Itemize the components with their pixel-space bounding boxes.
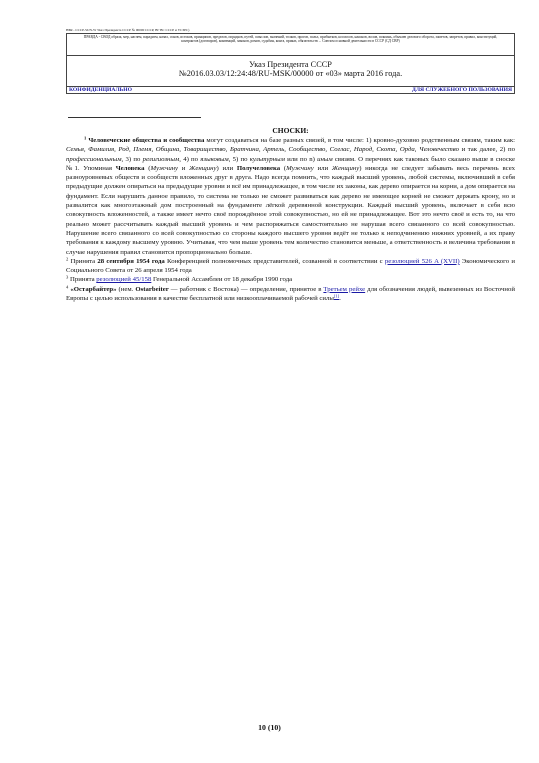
- decree-header-box: [66, 56, 515, 87]
- footnote-3: $^3$ Принята резолюцией 45/158 Генеральной Ассамблеи от 18 декабря 1990 года: [66, 274, 293, 284]
- pravda-definition-box: ПРАВДА - СВОД образа, мер, насчем, парадигм, начал, основ, истоков, принципов, пределов, порядков, путей, смыслов, значений, толков, прогов, польз, прибытков, космосов, наяснов, волов, покоинь, обычаев делового оборота, заметов, запретов, правил, конституций, контрактов (договоров), конвенций, законов, ромов, судьбин, конта, приказ, обязательств ... Союзом основной деятельности в СССР (СД СВР): [66, 33, 515, 56]
- footnote-2: $^2$ Принята 28 сентября 1954 года Конференцией полномочных представителей, созванной в соответствии с резолюцией 526 A (XVII) Экономического и Социального Совета от 26 апреля 1954 года: [66, 256, 515, 275]
- decree-number: №2016.03.03/12:24:48/RU-MSK/00000 от «03» марта 2016 года.: [178, 69, 403, 78]
- document-id-line: НБЯ - СССР-SUN-W Указ Президента СССР № 00000 СССР, ВГ ВС СССР и УСЗРС): [66, 28, 190, 32]
- footnote-4: $^4$ «Остарбайтер» (нем. Ostarbeiter — работник с Востока) — определение, принятое в Третьем рейхе для обозначения людей, вывезенных из Восточной Европы с целью использования в качестве бесплатной или низкооплачиваемой рабочей силы[1].: [66, 284, 515, 303]
- classification-bar: [66, 87, 515, 94]
- official-use-label: ДЛЯ СЛУЖЕБНОГО ПОЛЬЗОВАНИЯ: [412, 87, 512, 93]
- footnote-number: 1: [84, 135, 87, 141]
- footnotes-body: [66, 136, 515, 303]
- footnote-separator: [68, 117, 201, 118]
- footnote-number: 3: [66, 274, 69, 280]
- footnote-number: 4: [66, 284, 69, 290]
- page-number: 10 (10): [258, 723, 281, 732]
- third-reich-link[interactable]: Третьем рейхе: [323, 285, 366, 293]
- footnotes-heading: СНОСКИ:: [272, 126, 309, 135]
- footnote-number: 2: [66, 256, 69, 262]
- decree-title: Указ Президента СССР: [249, 60, 332, 69]
- footnote-term: Человеческие общества и сообщества: [88, 137, 205, 144]
- resolution-45-158-link[interactable]: резолюцией 45/158: [96, 276, 152, 284]
- footnote-1: $^1$ Человеческие общества и сообщества могут создаваться на базе разных связей, в том числе: 1) кровно-духовно родственным связям, таким как: Семья, Фамилия, Род, Племя, Община, Товарищество, Братчина, Артель, Сообщество, Соглас, Народ, Скота, Орда, Человечество и так далее, 2) по профессиональным, 3) по религиозным, 4) по языковым, 5) по культурным или по n) иным связям. О перечнях как таковых было сказано выше в сноске №1. Упоминая Человека (Мужчину и Женщину) или Получеловека (Мужчину или Женщину) никогда не следует забывать весь перечень всех разноуровневых обществ и сообществ вложенных друг в друга. Надо всегда помнить, что каждый высший уровень, любой системы, включивший в себя предыдущие должен опираться на предыдущие уровни и всё им принадлежащее, в том числе их законы, как дерево опирается на корни, а дом опирается на фундамент. Если нарушить данное правило, то система не только не сможет развиваться как дерево не имеющее корней не сможет держать крону, но и развалится как многоэтажный дом построенный на фундаменте лёгкой деревянной конструкции. Каждый высший уровень, включает в себя всю совокупность вложенностей, а также имеет нечто своё порождённое этой совокупностью, но ей не принадлежащее. Вот это нечто своё и есть то, на что реально может рассчитывать каждый высший уровень и чем распоряжаться самостоятельно не нарушая всего связанного со всей совокупностью. Нарушение всего связанного со всей совокупностью со стороны каждого высшего уровня ведёт не только к неподчинению нижних уровней, а их праву требования к каждому высшему уровню. Учитывая, что чем выше уровень тем количество становится меньше, а ответственность и величина требования в случае нарушения правил становится пропорционально больше.: [66, 135, 515, 256]
- citation-ref-link[interactable]: [1]: [333, 293, 340, 299]
- confidential-label: КОНФИДЕНЦИАЛЬНО: [69, 87, 133, 93]
- resolution-526-link[interactable]: резолюцией 526 A (XVII): [384, 257, 460, 265]
